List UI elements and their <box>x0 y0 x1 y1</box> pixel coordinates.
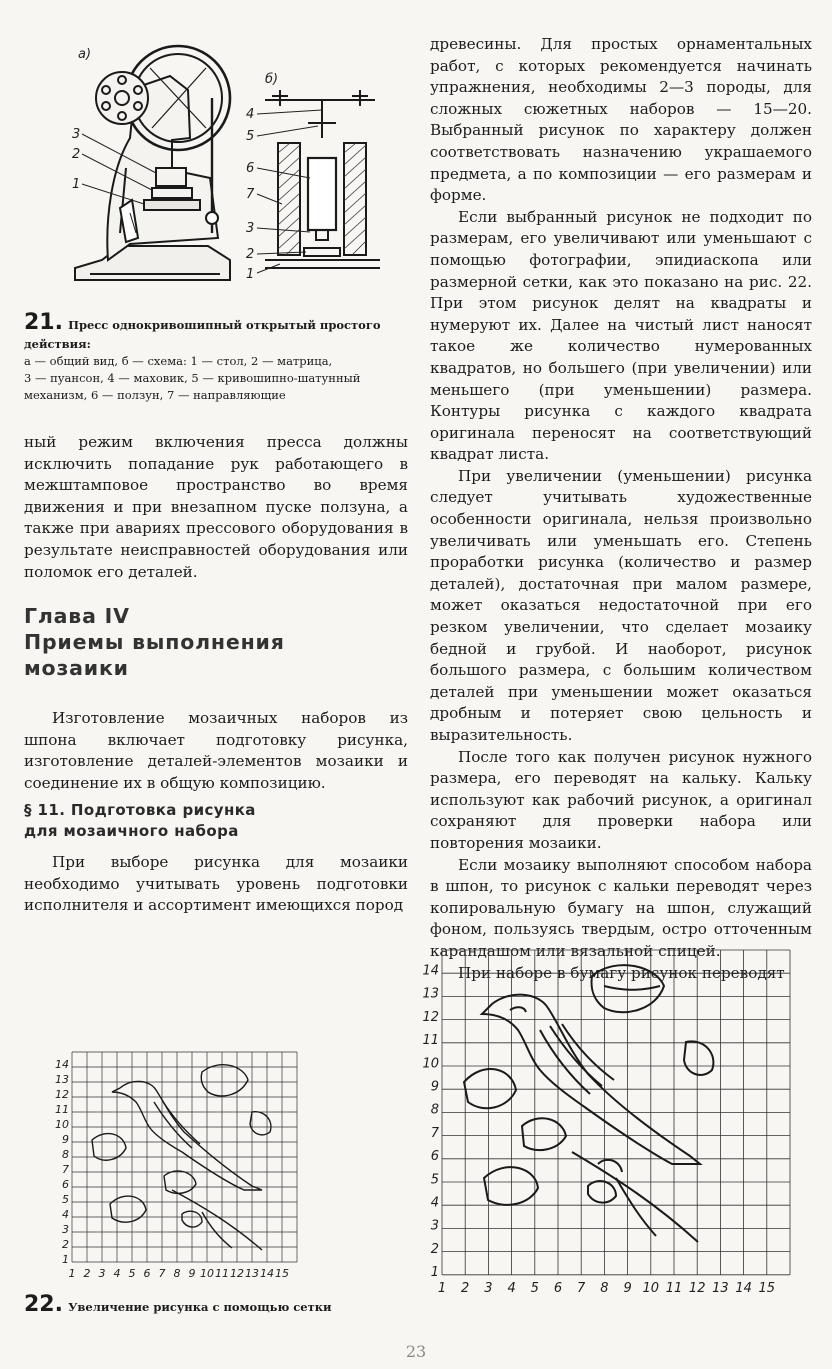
figure-22-number: 22. <box>24 1292 63 1317</box>
small-y-tick-label: 10 <box>55 1118 69 1132</box>
large-x-tick-label: 5 <box>530 1280 539 1296</box>
small-y-tick-label: 5 <box>62 1193 69 1207</box>
paragraph-veneer-transfer: Если мозаику выполняют способом набора в шпон, то рисунок с кальки переводят через копировальную бумагу на шпон, служащий фоном, пользуясь твердым, остро отточенным карандашом или вязальной спицей. <box>430 855 812 960</box>
panel-b-label: б) <box>265 72 279 87</box>
small-x-tick-label: 1 <box>68 1267 76 1280</box>
large-y-tick-label: 12 <box>422 1009 439 1025</box>
small-y-tick-label: 14 <box>55 1058 69 1072</box>
small-x-tick-label: 13 <box>245 1267 259 1280</box>
large-x-tick-label: 8 <box>600 1280 609 1296</box>
small-y-tick-label: 11 <box>55 1103 69 1117</box>
figure-21-caption <box>24 310 408 404</box>
large-y-tick-label: 7 <box>430 1125 439 1141</box>
section-heading <box>24 800 408 842</box>
large-y-tick-label: 10 <box>422 1056 439 1072</box>
small-y-tick-label: 9 <box>62 1133 69 1147</box>
large-y-tick-label: 11 <box>422 1033 439 1049</box>
small-x-tick-label: 15 <box>275 1267 289 1280</box>
small-x-tick-label: 9 <box>188 1267 196 1280</box>
paragraph-wood-species: древесины. Для простых орнаментальных работ, с которых рекомендуется начинать упражнения, необходимы 2—3 породы, для сложных сюжетных наборов — 15—20. Выбранный рисунок по характеру должен соответствовать назначению украшаемого предмета, а по композиции — его размерам и форме. <box>430 35 812 205</box>
chapter-title-line2: мозаики <box>24 656 129 680</box>
label-b-2: 2 <box>246 247 255 262</box>
small-x-tick-label: 4 <box>113 1267 121 1280</box>
small-x-tick-label: 10 <box>200 1267 214 1280</box>
figure-22-small-grid <box>52 1040 322 1280</box>
large-x-tick-label: 12 <box>688 1280 706 1296</box>
small-x-tick-label: 7 <box>158 1267 166 1280</box>
paragraph-scaling: При увеличении (уменьшении) рисунка следует учитывать художественные особенности оригинала, нельзя произвольно увеличивать или уменьшать его. Степень проработки рисунка (количество и размер деталей), достаточная при малом размере, может оказаться недостаточной при его резком увеличении, что сделает мозаику бедной и грубой. И наоборот, рисунок большого размера, с большим количеством деталей при уменьшении может оказаться дробным и потеряет свою цельность и выразительность. <box>430 466 812 744</box>
small-x-tick-label: 2 <box>83 1267 91 1280</box>
large-y-tick-label: 6 <box>430 1149 439 1165</box>
label-b-3: 3 <box>246 221 255 236</box>
figure-21-legend-3: механизм, 6 — ползун, 7 — направляющие <box>24 388 286 402</box>
large-x-tick-label: 13 <box>712 1280 729 1296</box>
small-x-tick-label: 6 <box>143 1267 151 1280</box>
large-x-tick-label: 6 <box>553 1280 563 1296</box>
figure-21-legend-2: 3 — пуансон, 4 — маховик, 5 — кривошипно-шатунный <box>24 371 361 385</box>
right-column <box>430 34 812 984</box>
large-y-tick-label: 4 <box>430 1195 439 1211</box>
small-y-tick-label: 2 <box>62 1238 69 1252</box>
label-a-2: 2 <box>72 147 81 162</box>
small-y-tick-label: 12 <box>55 1088 69 1102</box>
small-y-tick-label: 1 <box>62 1253 69 1267</box>
figure-21-legend-1: а — общий вид, б — схема: 1 — стол, 2 — матрица, <box>24 354 333 368</box>
small-y-tick-label: 4 <box>62 1208 69 1222</box>
figure-21-title: Пресс однокривошипный открытый простого действия: <box>24 318 381 351</box>
large-y-tick-label: 14 <box>422 963 439 979</box>
paragraph-resize: Если выбранный рисунок не подходит по размерам, его увеличивают или уменьшают с помощью фотографии, эпидиаскопа или размерной сетки, как это показано на рис. 22. При этом рисунок делят на квадраты и нумеруют их. Далее на чистый лист наносят такое же количество нумерованных квадратов, но большего (при увеличении) или меньшего (при уменьшении) размера. Контуры рисунка с каждого квадрата оригинала переносят на соответствующий квадрат листа. <box>430 207 812 464</box>
small-x-tick-label: 12 <box>230 1267 244 1280</box>
large-y-tick-label: 5 <box>430 1172 439 1188</box>
large-y-tick-label: 13 <box>422 986 439 1002</box>
paragraph-tracing: После того как получен рисунок нужного размера, его переводят на кальку. Кальку используют как рабочий рисунок, а оригинал сохраняют для проверки набора или повторения мозаики. <box>430 747 812 852</box>
large-y-tick-label: 2 <box>430 1241 439 1257</box>
label-a-3: 3 <box>72 127 81 142</box>
large-x-tick-label: 14 <box>735 1280 752 1296</box>
paragraph-safety: ный режим включения пресса должны исключить попадание рук работающего в межштамповое пространство во время движения и при внезапном пуске ползуна, а также при авариях прессового оборудования в результате неисправностей оборудования или поломок его деталей. <box>24 433 408 581</box>
small-y-tick-label: 6 <box>62 1178 69 1192</box>
paragraph-choice: При выборе рисунка для мозаики необходимо учитывать уровень подготовки исполнителя и ассортимент имеющихся пород <box>24 853 408 915</box>
label-b-1: 1 <box>246 267 255 282</box>
label-b-5: 5 <box>246 129 255 144</box>
large-y-tick-label: 1 <box>430 1265 439 1281</box>
paragraph-intro: Изготовление мозаичных наборов из шпона включает подготовку рисунка, изготовление деталей-элементов мозаики и соединение их в общую композицию. <box>24 709 408 792</box>
small-y-tick-label: 8 <box>62 1148 69 1162</box>
page-number: 23 <box>405 1342 427 1361</box>
large-x-tick-label: 10 <box>642 1280 660 1296</box>
large-y-tick-label: 9 <box>430 1079 439 1095</box>
large-x-tick-label: 15 <box>758 1280 776 1296</box>
large-y-tick-label: 8 <box>430 1102 439 1118</box>
label-a-1: 1 <box>72 177 81 192</box>
section-title-line2: для мозаичного набора <box>24 822 239 840</box>
small-x-tick-label: 14 <box>260 1267 274 1280</box>
small-x-tick-label: 3 <box>98 1267 106 1280</box>
small-y-tick-label: 13 <box>55 1073 69 1087</box>
figure-21-press-drawing <box>60 28 390 290</box>
small-y-tick-label: 3 <box>62 1223 69 1237</box>
section-title-line1: § 11. Подготовка рисунка <box>24 801 256 819</box>
large-x-tick-label: 7 <box>577 1280 586 1296</box>
large-x-tick-label: 2 <box>461 1280 470 1296</box>
large-bird-drawing <box>464 965 713 1242</box>
figure-22-caption <box>24 1292 424 1317</box>
label-b-6: 6 <box>246 161 255 176</box>
label-b-4: 4 <box>246 107 255 122</box>
large-y-tick-label: 3 <box>430 1218 439 1234</box>
large-x-tick-label: 1 <box>437 1280 447 1296</box>
figure-22-large-grid <box>420 942 790 1296</box>
small-x-tick-label: 8 <box>173 1267 181 1280</box>
small-x-tick-label: 5 <box>128 1267 136 1280</box>
label-b-7: 7 <box>246 187 255 202</box>
large-x-tick-label: 4 <box>507 1280 516 1296</box>
large-x-tick-label: 9 <box>623 1280 632 1296</box>
figure-22-title: Увеличение рисунка с помощью сетки <box>68 1300 332 1314</box>
panel-a-label: а) <box>78 47 92 62</box>
chapter-number: Глава IV <box>24 604 130 628</box>
large-x-tick-label: 3 <box>484 1280 493 1296</box>
small-x-tick-label: 11 <box>215 1267 229 1280</box>
figure-21-number: 21. <box>24 310 63 335</box>
chapter-title-line1: Приемы выполнения <box>24 630 285 654</box>
large-x-tick-label: 11 <box>665 1280 683 1296</box>
chapter-heading <box>24 603 408 681</box>
paragraph-paper-set: При наборе в бумагу рисунок переводят <box>458 963 785 982</box>
small-y-tick-label: 7 <box>62 1163 69 1177</box>
